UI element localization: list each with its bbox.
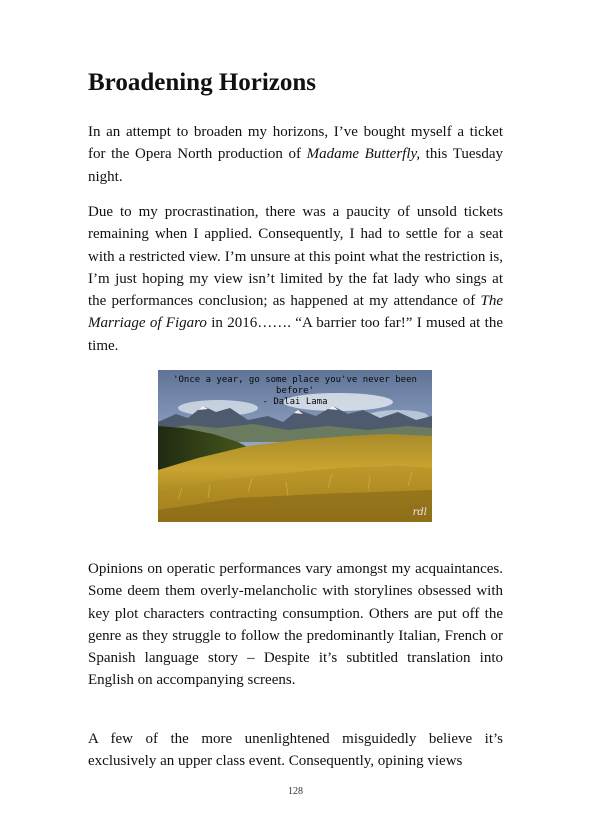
paragraph-4: A few of the more unenlightened misguidedly believe it’s exclusively an upper class event. Consequently, opining views xyxy=(88,731,503,770)
paragraph-1 xyxy=(88,121,503,188)
page-number: 128 xyxy=(288,786,303,797)
photo-quote-line-1: 'Once a year, go some place you've never been before' xyxy=(173,375,417,396)
paragraph-2-text-a: Due to my procrastination, there was a paucity of unsold tickets remaining when I applied. Consequently, I had to settle for a seat with a restricted view. I’m unsure at this point what the restriction is, I’m just hoping my view isn’t limited by the fat lady who sings at the performances conclusion; as happened at my attendance of xyxy=(88,204,503,310)
photo-quote-attribution: - Dalai Lama xyxy=(262,397,328,407)
landscape-photo xyxy=(158,370,432,522)
page-title: Broadening Horizons xyxy=(88,69,317,96)
opera-title-madame-butterfly: Madame Butterfly, xyxy=(306,146,421,163)
paragraph-3: Opinions on operatic performances vary amongst my acquaintances. Some deem them overly-melancholic with storylines obsessed with key plot characters contracting consumption. Others are put off the genre as they struggle to follow the predominantly Italian, French or Spanish language story – Despite it’s subtitled translation into English on accompanying screens. xyxy=(88,561,503,689)
photo-watermark: rdl xyxy=(412,507,427,518)
photo-quote xyxy=(158,375,432,408)
paragraph-2-text-b: in 2016……. “A barrier too far!” I mused at the time. xyxy=(88,315,503,354)
paragraph-1-text-a: In an attempt to broaden my horizons, I’ve bought myself a ticket for the Opera North production of xyxy=(88,124,503,163)
opera-title-marriage-of-figaro: The Marriage of Figaro xyxy=(88,293,503,332)
paragraph-1-text-b: this Tuesday night. xyxy=(88,146,503,185)
paragraph-2 xyxy=(88,201,503,357)
